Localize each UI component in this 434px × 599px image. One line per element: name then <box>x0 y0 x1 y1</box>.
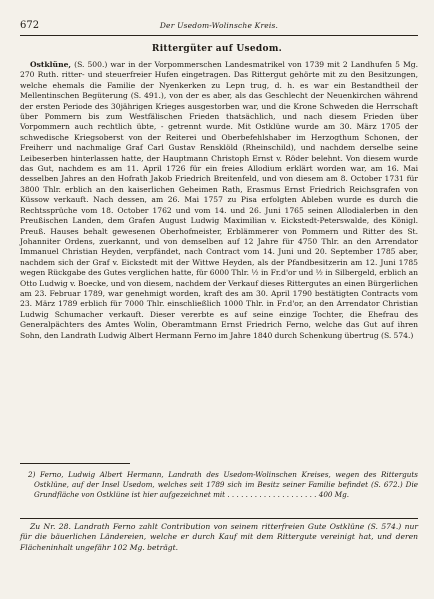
addendum-paragraph: Zu Nr. 28. Landrath Ferno zahlt Contribution von seinem ritterfreien Gute Ostklüne (S. 574.) nur für die bäuerlichen Ländereien, welche er durch Kauf mit dem Rittergute vereinigt hat, und deren Flächeninhalt ungefähr 102 Mg. beträgt. <box>20 522 418 552</box>
entry-body: (S. 500.) war in der Vorpommerschen Landesmatrikel von 1739 mit 2 Landhufen 5 Mg. 270 Ruth. ritter- und steuerfreier Hufen eingetragen. Das Rittergut gehörte mit zu den Besitzungen, welche ehemals die Familie der Nyenkerken zu Lepn trug, d. h. es war ein Bestandtheil der Mellentinschen Begüterung (S. 491.), von der es aber, als das Geschlecht der Neuenkirchen während der ersten Periode des 30jährigen Krieges ausgestorben war, und die Krone Schweden die Herrschaft über Pommern bis zum Westfälischen Frieden thatsächlich, und nach diesem Frieden über Vorpommern auch rechtlich übte, - getrennt wurde. Mit Ostklüne wurde am 30. März 1705 der schwedische Kriegsoberst von der Reiterei und Oberbefehlshaber im Herzogthum Schonen, der Freiherr und nachmalige Graf Carl Gustav Rensklöld (Rheinschild), und nachdem derselbe seine Leibeserben hinterlassen hatte, der Hauptmann Christoph Ernst v. Röder belehnt. Von diesem wurde das Gut, nachdem es am 11. April 1726 für ein freies Allodium erklärt worden war, am 16. Mai desselben Jahres an den Hofrath Jakob Friedrich Breitenfeld, und von diesem am 8. October 1731 für 3800 Thlr. erblich an den kaiserlichen Geheimen Rath, Erasmus Ernst Friedrich Reichsgrafen von Küssow verkauft. Nach dessen, am 26. Mai 1757 zu Pisa erfolgten Ableben wurde es durch die Rechtssprüche vom 18. October 1762 und vom 14. und 26. Juni 1765 seinen Allodialerben in den Preußischen Landen, dem Grafen August Ludwig Maximilian v. Eickstedt-Peterswalde, des Königl. Preuß. Hauses behalt gewesenen Oberhofmeister, Erblämmerer von Pommern und Ritter des St. Johanniter Ordens, zuerkannt, und von demselben auf 12 Jahre für 4750 Thlr. an den Arrendator Immanuel Christian Heyden, verpfändet, nach Contract vom 14. Juni und 20. September 1785 aber, nachdem sich der Graf v. Eickstedt mit der Wittwe Heyden, als der Pfandbesitzerin am 12. Juni 1785 wegen Rückgabe des Gutes verglichen hatte, für 6000 Thlr. ½ in Fr.d'or und ½ in Silbergeld, erblich an Otto Ludwig v. Boecke, und von diesem, nachdem der Verkauf dieses Rittergutes an einen Bürgerlichen am 23. Februar 1789, war genehmigt worden, kraft des am 30. April 1790 bestätigten Contracts vom 23. März 1789 erblich für 7000 Thlr. einschließlich 1000 Thlr. in Fr.d'or, an den Arrendator Christian Ludwig Schumacher verkauft. Dieser vererbte es auf seine einzige Tochter, die Ehefrau des Generalpächters des Amtes Wolin, Oberamtmann Ernst Friedrich Ferno, welche das Gut auf ihren Sohn, den Landrath Ludwig Albert Hermann Ferno im Jahre 1840 durch Schenkung übertrug (S. 574.) <box>20 60 418 340</box>
entry-paragraph <box>20 60 418 341</box>
header-rule <box>20 35 418 36</box>
entry-name: Ostklüne, <box>30 60 72 69</box>
footnote: 2) Ferno, Ludwig Albert Hermann, Landrath des Usedom-Wolinschen Kreises, wegen des Ritterguts Ostklüne, auf der Insel Usedom, welches seit 1789 sich im Besitz seiner Familie befindet (S. 672.) Die Grundfläche von Ostklüne ist hier aufgezeichnet mit . . . . . . . . . . . . . . . . . . . . 400 Mg. <box>28 470 418 500</box>
running-title: Der Usedom-Wolinsche Kreis. <box>159 21 279 30</box>
footnote-rule <box>20 463 130 464</box>
section-title: Rittergüter auf Usedom. <box>151 44 283 54</box>
section-rule <box>20 518 418 519</box>
running-header <box>20 20 418 32</box>
page-number: 672 <box>20 20 40 31</box>
